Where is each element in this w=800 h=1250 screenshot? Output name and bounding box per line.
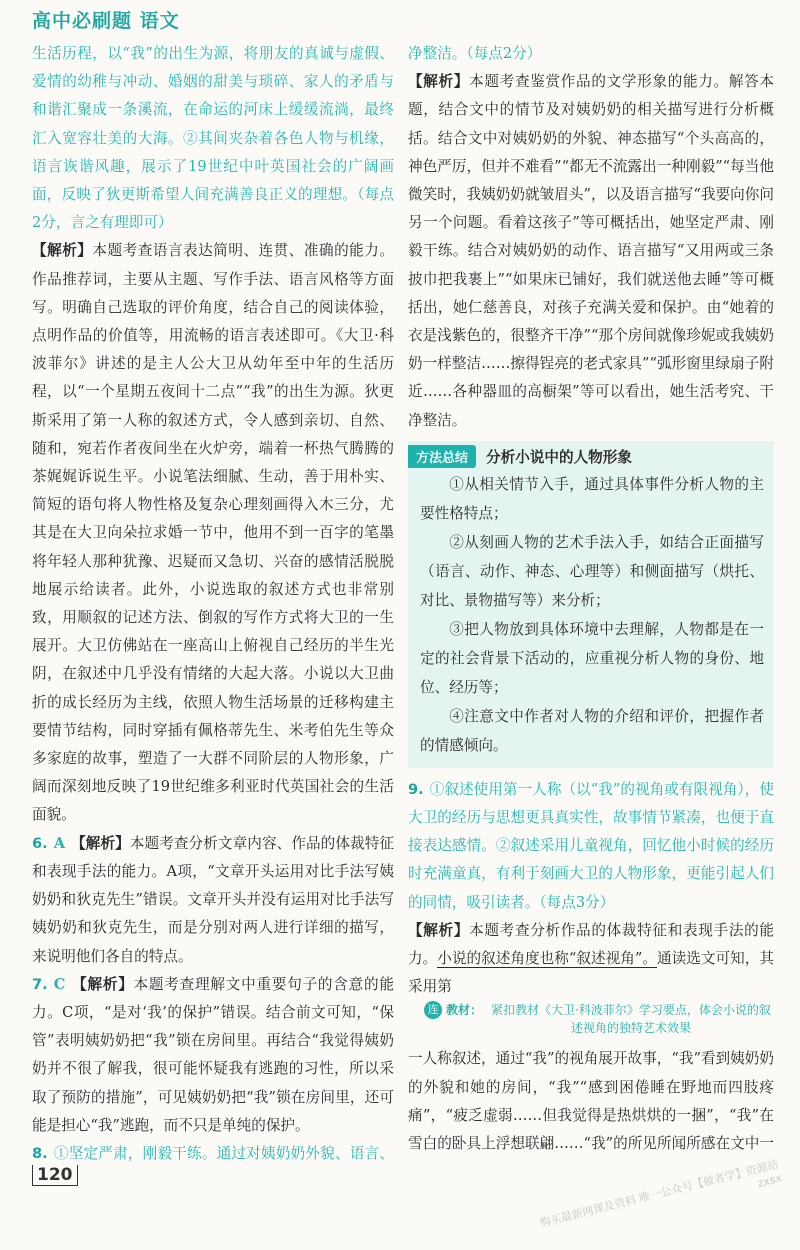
textbook-link-label: 教材： [446, 1003, 483, 1018]
answer-5-continued: 生活历程，以“我”的出生为源，将朋友的真诚与虚假、爱情的幼稚与冲动、婚姻的甜美与琐碎、家人的矛盾与和谐汇聚成一条溪流，在命运的河床上缓缓流淌，最终汇入宽容壮美的大海。②其间夹杂着各色人物与机缘，语言诙谐风趣，展示了19世纪中叶英国社会的广阔画面，反映了狄更斯希望人间充满善良正义的理想。（每点2分，言之有理即可） [32, 45, 394, 232]
analysis-9-continued: 一人称叙述，通过“我”的视角展开故事，“我”看到姨奶奶的外貌和她的房间，“我”“感到困倦睡在野地而四肢疼痛”，“疲乏虚弱……但我觉得是热烘烘的一捆”，“我”在雪白的卧具上浮想联翩……“我”的所见所闻所感在文中一 [408, 1050, 774, 1153]
question-7-label: 【解析】 [71, 975, 134, 993]
method-point: ②从刻画人物的艺术手法入手，如结合正面描写（语言、动作、神态、心理等）和侧面描写（烘托、对比、景物描写等）来分析； [420, 533, 764, 609]
method-summary-box [408, 441, 774, 768]
question-8-answer: ①坚定严肃，刚毅干练。通过对姨奶奶外貌、语言、 [53, 1144, 394, 1162]
method-point: ③把人物放到具体环境中去理解，人物都是在一定的社会背景下活动的，应重视分析人物的身份、地位、经历等； [420, 620, 764, 696]
question-6-label: 【解析】 [71, 834, 130, 852]
question-8 [32, 1140, 394, 1162]
question-8-number: 8. [32, 1144, 48, 1162]
link-icon: 连 [424, 1001, 442, 1019]
question-7-text: 本题考查理解文中重要句子的含意的能力。C项，“是对‘我’的保护”错误。结合前文可知，“保管”表明姨奶奶把“我”锁在房间里。再结合“我觉得姨奶奶并不很了解我，很可能怀疑我有逃跑的习性，所以采取了预防的措施”，可见姨奶奶把“我”锁在房间里，还可能是担心“我”逃跑，而不只是单纯的保护。 [32, 975, 394, 1134]
question-6 [32, 830, 394, 971]
method-summary-title: 分析小说中的人物形象 [486, 448, 632, 466]
question-6-text: 本题考查分析文章内容、作品的体裁特征和表现手法的能力。A项，“文章开头运用对比手法写姨奶奶和狄克先生”错误。文章开头并没有运用对比手法写姨奶奶和狄克先生，而是分别对两人进行详细的描写，来说明他们各自的特点。 [32, 834, 394, 965]
question-8-answer-end: 净整洁。（每点2分） [408, 45, 542, 62]
textbook-link-note [424, 1001, 774, 1037]
question-6-answer: A [53, 834, 66, 852]
method-point: ①从相关情节入手，通过具体事件分析人物的主要性格特点； [420, 475, 764, 522]
analysis-8-label: 【解析】 [408, 73, 470, 91]
right-column [408, 40, 774, 1162]
textbook-link-text: 紧扣教材《大卫·科波菲尔》学习要点，体会小说的叙述视角的独特艺术效果 [491, 1003, 771, 1036]
analysis-8-text: 本题考查鉴赏作品的文学形象的能力。解答本题，结合文中的情节及对姨奶奶的相关描写进行分析概括。结合文中对姨奶奶的外貌、神态描写“个头高高的，神色严厉，但并不难看”“都无不流露出一种刚毅”“每当他微笑时，我姨奶奶就皱眉头”，以及语言描写“我要向你问另一个问题。看着这孩子”等可概括出，她坚定严肃、刚毅干练。结合对姨奶奶的动作、语言描写“又用两或三条披巾把我裹上”“如果床已铺好，我们就送他去睡”等可概括出，她仁慈善良，对孩子充满关爱和保护。由“她着的衣是浅紫色的，很整齐干净”“那个房间就像珍妮或我姨奶奶一样整洁……擦得锃亮的老式家具”“弧形窗里绿扇子附近……各种器皿的高橱架”等可以看出，她生活考究、干净整洁。 [408, 73, 774, 429]
question-9 [408, 776, 774, 917]
analysis-5 [32, 237, 394, 829]
analysis-8 [408, 68, 774, 435]
question-7 [32, 971, 394, 1140]
left-column [32, 40, 394, 1162]
method-summary-tag: 方法总结 [408, 445, 476, 468]
analysis-9-label: 【解析】 [408, 921, 470, 939]
method-summary-header [408, 445, 764, 468]
question-9-answer: ①叙述使用第一人称（以“我”的视角或有限视角），使大卫的经历与思想更具真实性，故事情节紧凑，也便于直接表达感情。②叙述采用儿童视角，回忆他小时候的经历时充满童真，有利于刻画大卫的人物形象，更能引起人们的同情，吸引读者。（每点3分） [408, 780, 774, 911]
method-point: ④注意文中作者对人物的介绍和评价，把握作者的情感倾向。 [420, 707, 764, 754]
analysis-9 [408, 917, 774, 1002]
analysis-5-text: 本题考查语言表达简明、连贯、准确的能力。作品推荐词，主要从主题、写作手法、语言风格等方面写。明确自己选取的评价角度，结合自己的阅读体验，点明作品的价值等，用流畅的语言表述即可。《大卫·科波菲尔》讲述的是主人公大卫从幼年至中年的生活历程，以“一个星期五夜间十二点”“我”的出生为源。狄更斯采用了第一人称的叙述方式，令人感到亲切、自然、随和，宛若作者夜间坐在火炉旁，端着一杯热气腾腾的茶娓娓诉说生平。小说笔法细腻、生动，善于用朴实、简短的语句将人物性格及复杂心理刻画得入木三分，尤其是在大卫向朵拉求婚一节中，他用不到一百字的笔墨将年轻人那种犹豫、迟疑而又急切、兴奋的感情活脱脱地展示给读者。此外，小说选取的叙述方式也非常别致，用顺叙的记述方法、倒叙的写作方式将大卫的一生展开。大卫仿佛站在一座高山上俯视自己经历的半生光阴，在叙述中几乎没有情绪的大起大落。小说以大卫曲折的成长经历为主线，依照人物生活场景的迁移构建主要情节结构，同时穿插有佩格蒂先生、米考伯先生等众多家庭的故事，塑造了一大群不同阶层的人物形象，广阔而深刻地反映了19世纪维多利亚时代英国社会的生活面貌。 [32, 242, 394, 824]
analysis-5-label: 【解析】 [32, 242, 93, 260]
question-7-answer: C [53, 975, 66, 993]
question-7-number: 7. [32, 975, 48, 993]
question-9-number: 9. [408, 780, 424, 798]
analysis-9-text-a: 本题考查分析作品的体裁特征和表现手法的能力。 [408, 921, 774, 968]
analysis-9-text-b: 通读选文可知，其采用第 [408, 950, 774, 996]
page-number: 120 [32, 1165, 78, 1186]
header-title: 高中必刷题 语文 [32, 10, 180, 32]
watermark: 购买最新网课及资料 唯一公众号【做者学】资源站 zxsx [538, 1157, 784, 1230]
question-6-number: 6. [32, 834, 48, 852]
analysis-9-underlined-sentence: 小说的叙述角度也称“叙述视角”。 [437, 950, 658, 968]
